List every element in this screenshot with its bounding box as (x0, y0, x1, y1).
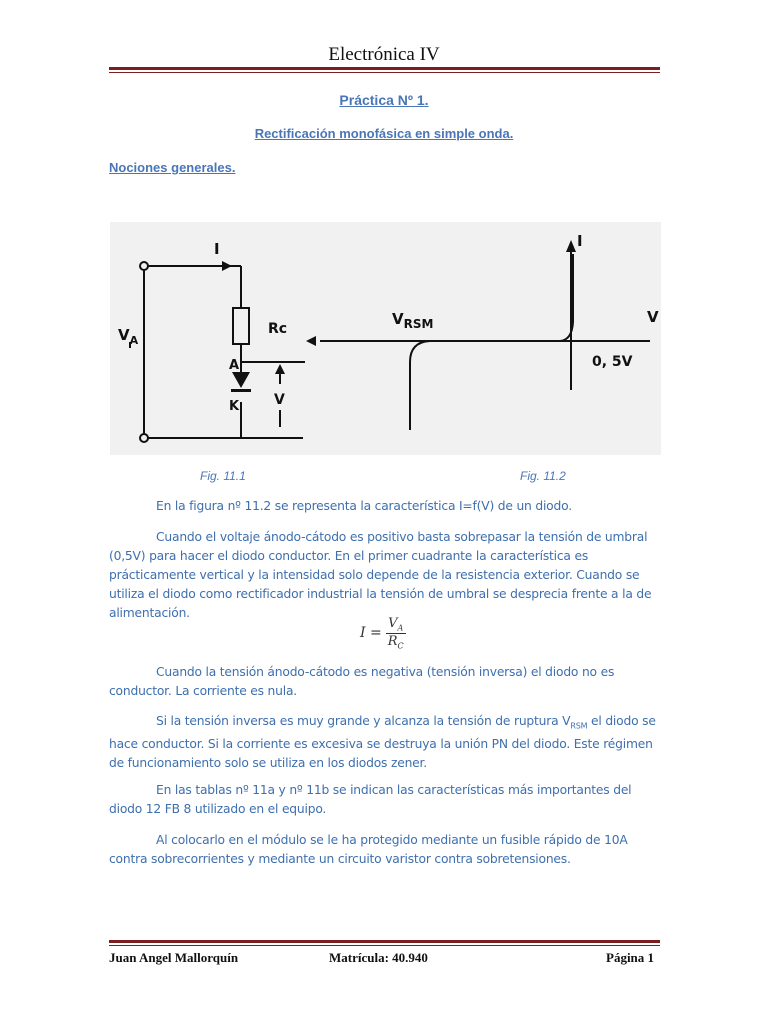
figure-drawing (110, 222, 661, 455)
paragraph-3: Cuando la tensión ánodo-cátodo es negativa (tensión inversa) el diodo no es conductor. La corriente es nula. (109, 665, 615, 698)
document-header-title: Electrónica IV (328, 44, 440, 65)
terminal-top-icon (140, 262, 148, 270)
diode-icon (232, 372, 250, 388)
paragraph-2: Cuando el voltaje ánodo-cátodo es positivo basta sobrepasar la tensión de umbral (0,5V) para hacer el diodo conductor. En el primer cuadrante la característica es prácticamente vertical y la intensidad solo depende de la resistencia exterior. Cuando se utiliza el diodo como rectificador industrial la tensión de umbral se desprecia frente a la de alimentación. (109, 530, 652, 620)
curve-current-axis-label: I (577, 232, 583, 250)
figure-scan (110, 222, 661, 455)
current-arrow-icon (222, 261, 232, 271)
diode-bar-icon (231, 389, 251, 392)
current-formula (360, 616, 406, 650)
circuit-va-label: $V_A$ (118, 326, 139, 347)
footer-registration: Matrícula: 40.940 (329, 950, 428, 965)
diode-characteristic-curve (410, 254, 573, 430)
diode-voltage-label: V (274, 392, 285, 408)
breakdown-voltage-label: $V_{RSM}$ (392, 310, 434, 331)
practice-title: Práctica Nº 1. (339, 92, 429, 108)
figure-caption-11-1: Fig. 11.1 (200, 469, 246, 483)
formula-lhs: I = (360, 625, 382, 642)
footer-rule (109, 940, 660, 946)
voltage-axis-arrow-icon (306, 336, 316, 346)
paragraph-6: Al colocarlo en el módulo se le ha protegido mediante un fusible rápido de 10A contra sobrecorrientes y mediante un circuito varistor contra sobretensiones. (109, 833, 628, 866)
footer-page-number: Página 1 (606, 950, 655, 965)
anode-label: A (229, 358, 240, 373)
resistor-label: Rc (268, 321, 288, 337)
paragraph-4: Si la tensión inversa es muy grande y alcanza la tensión de ruptura $V_{RSM}$ el diodo se hace conductor. Si la corriente es excesiva se destruya la unión PN del diodo. Este régimen de funcionamiento solo se utiliza en los diodos zener. (109, 714, 656, 771)
curve-voltage-axis-label: V (647, 308, 659, 326)
figure-caption-11-2: Fig. 11.2 (520, 469, 566, 483)
formula-fraction: $\frac{V_A}{R_C}$ (387, 616, 404, 651)
threshold-voltage-label: 0, 5V (592, 354, 633, 370)
resistor-icon (233, 308, 249, 344)
terminal-bottom-icon (140, 434, 148, 442)
cathode-label: K (229, 399, 240, 414)
voltage-arrow-icon (275, 364, 285, 374)
practice-subtitle: Rectificación monofásica en simple onda. (254, 126, 514, 141)
footer-author: Juan Angel Mallorquín (109, 950, 239, 965)
header-rule (109, 67, 660, 73)
paragraph-5: En las tablas nº 11a y nº 11b se indican las características más importantes del diodo 12 FB 8 utilizado en el equipo. (109, 783, 632, 816)
paragraph-1: En la figura nº 11.2 se representa la característica I=f(V) de un diodo. (156, 499, 572, 513)
circuit-current-label: I (214, 240, 220, 258)
section-heading: Nociones generales. (109, 160, 236, 175)
current-axis-arrow-icon (566, 240, 576, 252)
